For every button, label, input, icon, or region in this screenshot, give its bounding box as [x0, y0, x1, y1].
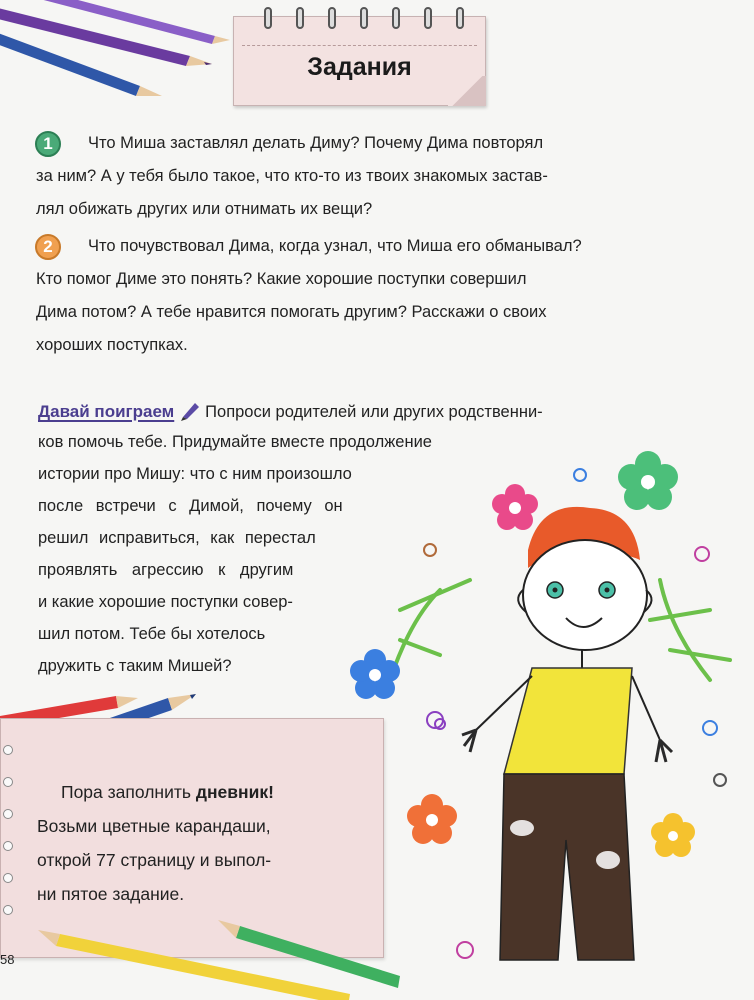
game-line: и какие хорошие поступки совер- — [38, 593, 293, 611]
flower-icon — [651, 813, 695, 857]
pencil-icon-yellow — [38, 930, 350, 1000]
notebook-ring-icon — [296, 7, 304, 29]
task-2-text — [36, 230, 736, 362]
diary-text: Пора заполнить — [61, 782, 196, 802]
notebook-ring-icon — [328, 7, 336, 29]
notebook-ring-icon — [392, 7, 400, 29]
diary-line: открой 77 страницу и выпол- — [37, 850, 272, 870]
task-1-text — [36, 127, 736, 226]
game-line: шил потом. Тебе бы хотелось — [38, 625, 266, 643]
pencil-icon — [179, 399, 201, 421]
game-line: решил исправиться, как перестал — [38, 529, 316, 547]
task-line: Дима потом? А тебе нравится помогать другим? Расскажи о своих — [36, 303, 547, 321]
flower-icon — [350, 649, 400, 699]
task-line: Кто помог Диме это понять? Какие хорошие поступки совершил — [36, 270, 527, 288]
task-line: Что Миша заставлял делать Диму? Почему Дима повторял — [88, 134, 544, 152]
pencils-top-left — [0, 0, 230, 100]
pencil-icon-blue — [0, 30, 162, 96]
game-line: дружить с таким Мишей? — [38, 657, 232, 675]
task-line: лял обижать других или отнимать их вещи? — [36, 200, 373, 218]
game-label: Давай поиграем — [38, 402, 175, 421]
game-line: после встречи с Димой, почему он — [38, 497, 343, 515]
task-line: хороших поступках. — [36, 336, 188, 354]
flower-icon — [618, 451, 678, 510]
page-title: Задания — [307, 53, 412, 81]
task-line: за ним? А у тебя было такое, что кто-то из твоих знакомых застав- — [36, 167, 548, 185]
task-number-badge: 2 — [35, 234, 61, 260]
game-line: истории про Мишу: что с ним произошло — [38, 465, 352, 483]
page-number: 58 — [0, 952, 15, 967]
pencils-bottom — [20, 910, 400, 1000]
flower-icon — [492, 484, 538, 530]
notebook-ring-icon — [360, 7, 368, 29]
flower-icon — [407, 794, 457, 844]
game-line: проявлять агрессию к другим — [38, 561, 294, 579]
diary-line — [61, 775, 381, 809]
notebook-ring-icon — [424, 7, 432, 29]
notebook-ring-icon — [264, 7, 272, 29]
task-number-badge: 1 — [35, 131, 61, 157]
diary-line: Возьми цветные карандаши, — [37, 816, 271, 836]
diary-line: ни пятое задание. — [37, 884, 185, 904]
game-text-first: Попроси родителей или других родственни- — [205, 403, 543, 421]
notebook-ring-icon — [456, 7, 464, 29]
diary-bold-text: дневник! — [195, 782, 274, 802]
game-first-line — [38, 396, 738, 428]
game-line: ков помочь тебе. Придумайте вместе продолжение — [38, 433, 432, 451]
header-notepad — [233, 16, 486, 106]
task-line: Что почувствовал Дима, когда узнал, что Миша его обманывал? — [88, 237, 582, 255]
pencil-icon-purple-light — [36, 0, 230, 44]
boy-figure — [462, 507, 672, 960]
